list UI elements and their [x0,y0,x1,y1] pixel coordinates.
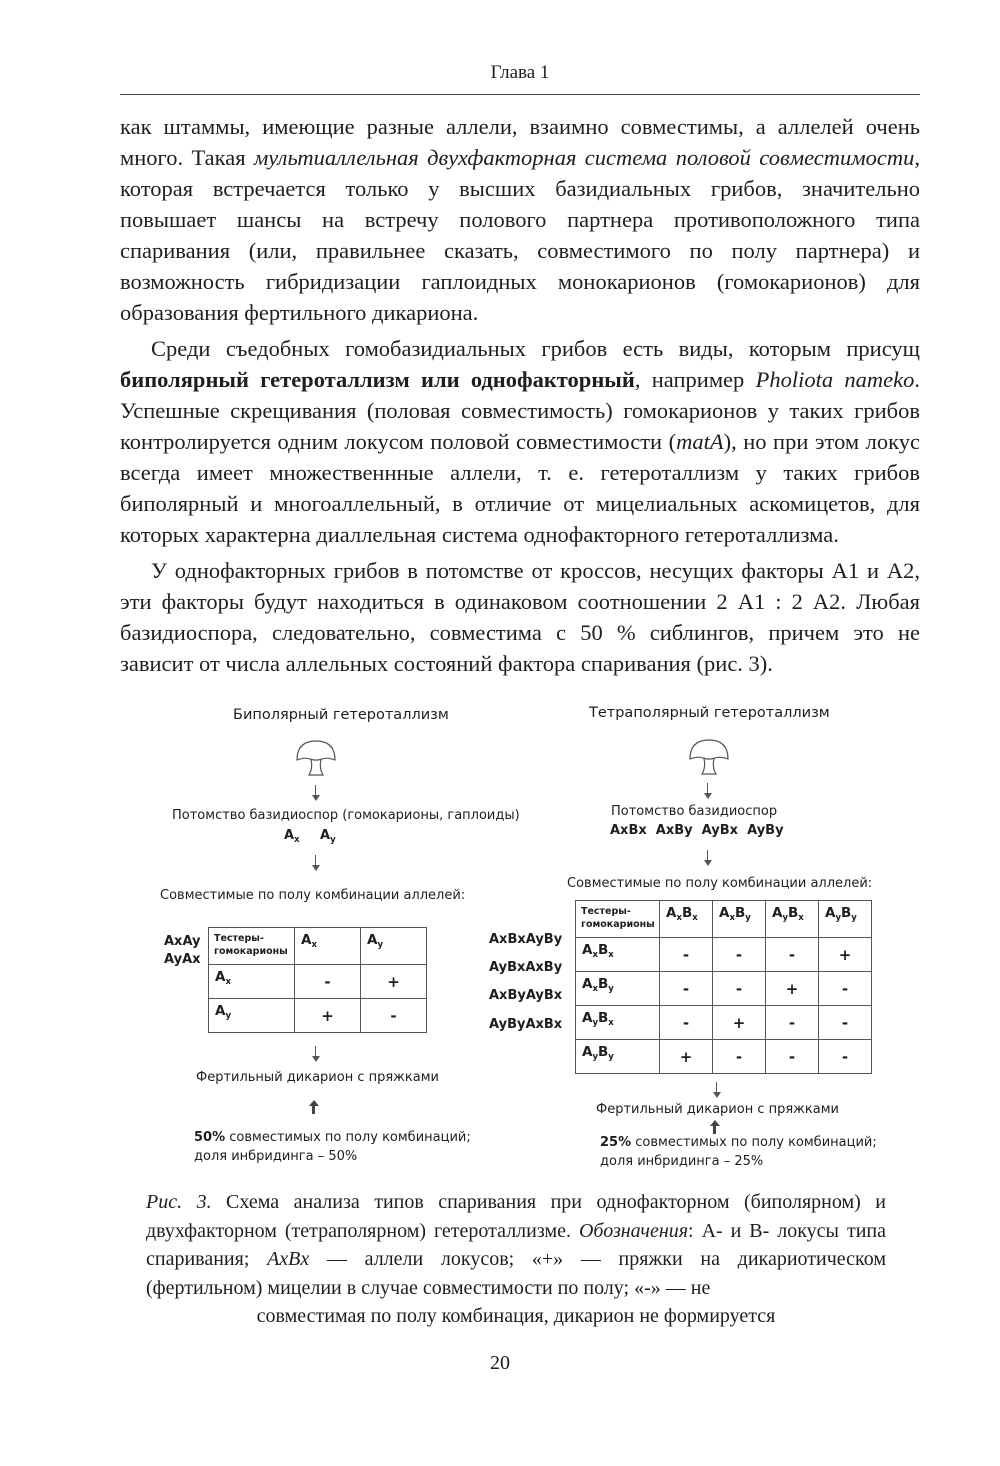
column-header: $A_y$ [361,928,427,965]
tetrapolar-table [575,900,872,1074]
arrow-down-icon [703,850,713,866]
table-cell: - [713,1040,766,1074]
term-bold: биполярный гетероталлизм или однофакторный [120,367,635,392]
table-cell: - [819,1040,872,1074]
table-cell: - [361,999,427,1033]
row-header: $A_yB_y$ [576,1040,660,1074]
tester-header: Тестеры-гомокарионы [209,928,295,965]
column-header: $A_x$ [295,928,361,965]
table-cell: - [766,1040,819,1074]
tetrapolar-progeny: Потомство базидиоспор [611,804,778,819]
paragraph-1: как штаммы, имеющие разные аллели, взаимно совместимы, а аллелей очень много. Такая мультиаллельная двухфакторная система половой совместимости, которая встречается только у высших базидиальных грибов, значительно повышает шансы на встречу полового партнера противоположного типа спаривания (или, правильнее сказать, совместимого по полу партнера) и возможность гибридизации гаплоидных монокарионов (гомокарионов) для образования фертильного дикариона. [120,114,921,325]
caption-last-line: совместимая по полу комбинация, дикарион не формируется [256,1305,776,1327]
column-header: $A_yB_y$ [819,901,872,938]
mushroom-icon [294,738,338,778]
row-header: $A_xB_x$ [576,938,660,972]
tetrapolar-inbreeding: доля инбридинга – 25% [600,1154,764,1169]
figure-caption: Рис. 3. Схема анализа типов спаривания при однофакторном (биполярном) и двухфакторном (тетраполярном) гетероталлизме. Обозначения: А- и В- локусы типа спаривания; AxBx — аллели локусов; «+» — пряжки на дикариотическом (фертильном) мицелии в случае совместимости по полу; «-» — не совместимая по полу комбинация, дикарион не формируется [146,1188,886,1331]
table-cell: + [819,938,872,972]
arrow-down-icon [311,785,321,801]
arrow-down-icon [703,783,713,799]
bipolar-percent: 50% совместимых по полу комбинаций; [194,1130,471,1145]
tetrapolar-combo: AxBxAyBy [489,932,563,947]
tetrapolar-result: Фертильный дикарион с пряжками [596,1102,839,1117]
header-rule [120,94,920,95]
tester-header: Тестеры-гомокарионы [576,901,660,938]
mushroom-icon [687,737,731,777]
paragraph-2: Среди съедобных гомобазидиальных грибов есть виды, которым присущ биполярный гетероталлизм или однофакторный, например Pholiota nameko. Успешные скрещивания (половая совместимость) гомокарионов у таких грибов контролируется одним локусом половой совместимости (matA), но при этом локус всегда имеет множественнные аллели, т. е. гетероталлизм у таких грибов биполярный и многоаллельный, в отличие от мицелиальных аскомицетов, для которых характерна диаллельная система однофакторного гетероталлизма. [120,336,920,547]
table-cell: - [713,938,766,972]
table-cell: - [660,972,713,1006]
bipolar-allele: $A_y$ [320,828,336,845]
table-cell: - [713,972,766,1006]
running-header: Глава 1 [490,62,550,83]
locus-name: matA [676,429,724,454]
table-cell: - [819,1006,872,1040]
table-cell: + [361,965,427,999]
bipolar-title: Биполярный гетероталлизм [233,707,449,723]
table-cell: - [660,938,713,972]
figure-3 [0,690,1000,1190]
page-number: 20 [490,1352,510,1374]
table-cell: - [766,938,819,972]
caption-label: Рис. 3. [146,1191,212,1213]
tetrapolar-combo: AxByAyBx [489,988,563,1003]
species-name: Pholiota nameko [755,367,915,392]
paragraph-3: У однофакторных грибов в потомстве от кроссов, несущих факторы А1 и А2, эти факторы будут находиться в одинаковом соотношении 2 А1 : 2 А2. Любая базидиоспора, следовательно, совместима с 50 % сиблингов, причем это не зависит от числа аллельных состояний фактора спаривания (рис. 3). [120,558,920,676]
bipolar-combo: AyAx [164,952,201,967]
tetrapolar-alleles: AxBx AxBy AyBx AyBy [610,823,784,838]
tetrapolar-title: Тетраполярный гетероталлизм [589,705,830,721]
tetrapolar-combo: AyByAxBx [489,1017,563,1032]
arrow-up-icon [309,1100,319,1114]
column-header: $A_xB_x$ [660,901,713,938]
bipolar-table [208,927,427,1033]
arrow-up-icon [710,1120,720,1134]
table-cell: + [295,999,361,1033]
table-cell: + [660,1040,713,1074]
bipolar-compat-title: Совместимые по полу комбинации аллелей: [160,888,466,903]
arrow-down-icon [311,1046,321,1062]
row-header: $A_xB_y$ [576,972,660,1006]
body-text [120,111,920,684]
bipolar-result: Фертильный дикарион с пряжками [196,1070,439,1085]
bipolar-inbreeding: доля инбридинга – 50% [194,1149,358,1164]
table-cell: + [713,1006,766,1040]
row-header: $A_yB_x$ [576,1006,660,1040]
tetrapolar-percent: 25% совместимых по полу комбинаций; [600,1135,877,1150]
table-cell: + [766,972,819,1006]
term-italic: мультиаллельная двухфакторная система половой совместимости [253,145,915,170]
bipolar-combo: AxAy [164,934,201,949]
tetrapolar-combo: AyBxAxBy [489,960,563,975]
table-cell: - [819,972,872,1006]
bipolar-progeny: Потомство базидиоспор (гомокарионы, гаплоиды) [172,808,520,823]
table-cell: - [660,1006,713,1040]
table-cell: - [295,965,361,999]
arrow-down-icon [712,1082,722,1098]
column-header: $A_yB_x$ [766,901,819,938]
bipolar-allele: $A_x$ [284,828,300,845]
tetrapolar-compat-title: Совместимые по полу комбинации аллелей: [567,876,873,891]
table-cell: - [766,1006,819,1040]
row-header: $A_y$ [209,999,295,1033]
column-header: $A_xB_y$ [713,901,766,938]
row-header: $A_x$ [209,965,295,999]
arrow-down-icon [311,855,321,871]
